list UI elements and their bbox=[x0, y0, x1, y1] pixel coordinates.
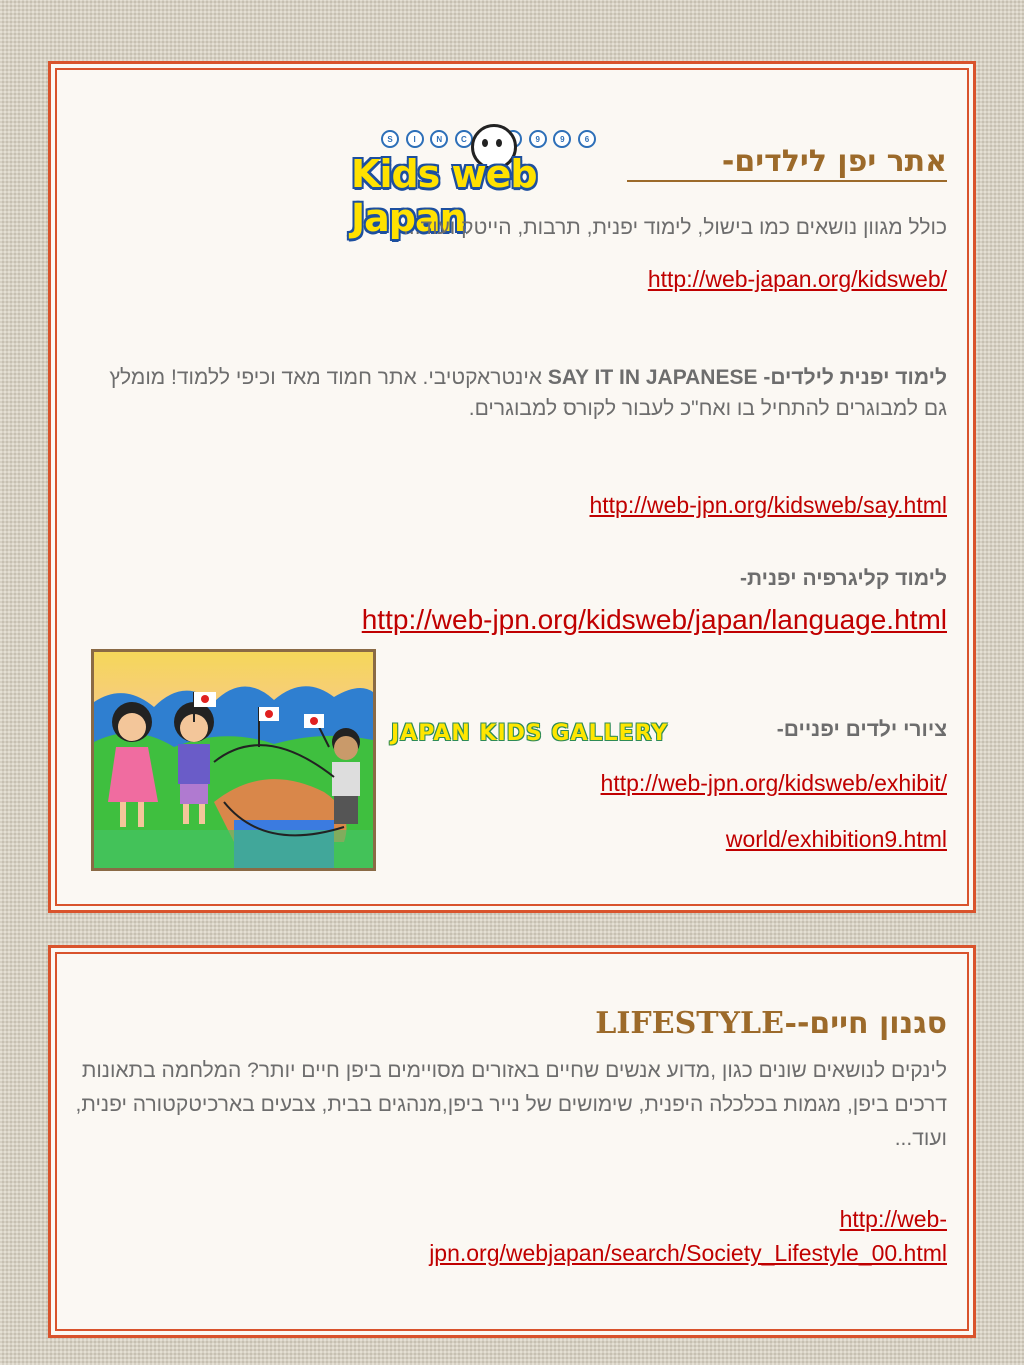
say-it-section bbox=[87, 362, 947, 424]
logo-dot: 9 bbox=[553, 130, 571, 148]
logo-dot: S bbox=[381, 130, 399, 148]
kids-site-description: כולל מגוון נושאים כמו בישול, לימוד יפנית, תרבות, הייטק ועוד... bbox=[403, 216, 947, 239]
kids-painting-illustration bbox=[94, 652, 373, 868]
say-it-intro: לימוד יפנית לילדים- bbox=[757, 366, 947, 389]
say-it-description: אינטראקטיבי. אתר חמוד מאד וכיפי ללמוד! מומלץ גם למבוגרים להתחיל בו ואח"כ לעבור לקורס למבוגרים. bbox=[109, 366, 947, 420]
kids-web-japan-card bbox=[48, 61, 976, 913]
logo-text: Kids web Japan bbox=[351, 152, 537, 240]
logo-dot: I bbox=[406, 130, 424, 148]
lifestyle-title-latin: LIFESTYLE- bbox=[584, 1006, 797, 1041]
kids-drawings-label: ציורי ילדים יפניים- bbox=[776, 718, 947, 741]
kids-site-title: אתר יפן לילדים- bbox=[627, 144, 947, 182]
gallery-link-line2[interactable]: world/exhibition9.html bbox=[725, 826, 947, 852]
japan-kids-gallery-label: JAPAN KIDS GALLERY bbox=[391, 721, 669, 746]
lifestyle-card bbox=[48, 945, 976, 1338]
logo-dot: 9 bbox=[529, 130, 547, 148]
say-it-latin: SAY IT IN JAPANESE bbox=[547, 366, 758, 389]
kids-painting-image bbox=[91, 649, 376, 871]
lifestyle-link-line2[interactable]: jpn.org/webjapan/search/Society_Lifestyle_00.html bbox=[429, 1240, 947, 1266]
calligraphy-title: לימוד קליגרפיה יפנית- bbox=[739, 567, 947, 590]
lifestyle-link-line1[interactable]: http://web- bbox=[839, 1206, 947, 1232]
logo-dot: C bbox=[455, 130, 473, 148]
gallery-link-line1[interactable]: http://web-jpn.org/kidsweb/exhibit/ bbox=[600, 770, 947, 796]
lifestyle-description: לינקים לנושאים שונים כגון ,מדוע אנשים שחיים באזורים מסויימים ביפן חיים יותר? המלחמה בתאונות דרכים ביפן, מגמות בכלכלה היפנית, שימושים של נייר ביפן,מנהגים בבית, צבעים בארכיטקטורה יפנית, ועוד... bbox=[75, 1059, 947, 1150]
say-it-link[interactable]: http://web-jpn.org/kidsweb/say.html bbox=[589, 492, 947, 518]
logo-dot: N bbox=[430, 130, 448, 148]
logo-dot: 6 bbox=[578, 130, 596, 148]
calligraphy-link[interactable]: http://web-jpn.org/kidsweb/japan/language.html bbox=[361, 604, 947, 635]
lifestyle-title-hebrew: סגנון חיים- bbox=[796, 1006, 947, 1041]
kids-web-link[interactable]: http://web-japan.org/kidsweb/ bbox=[647, 266, 947, 292]
kids-web-japan-logo bbox=[351, 130, 631, 240]
lifestyle-title bbox=[347, 1004, 947, 1044]
